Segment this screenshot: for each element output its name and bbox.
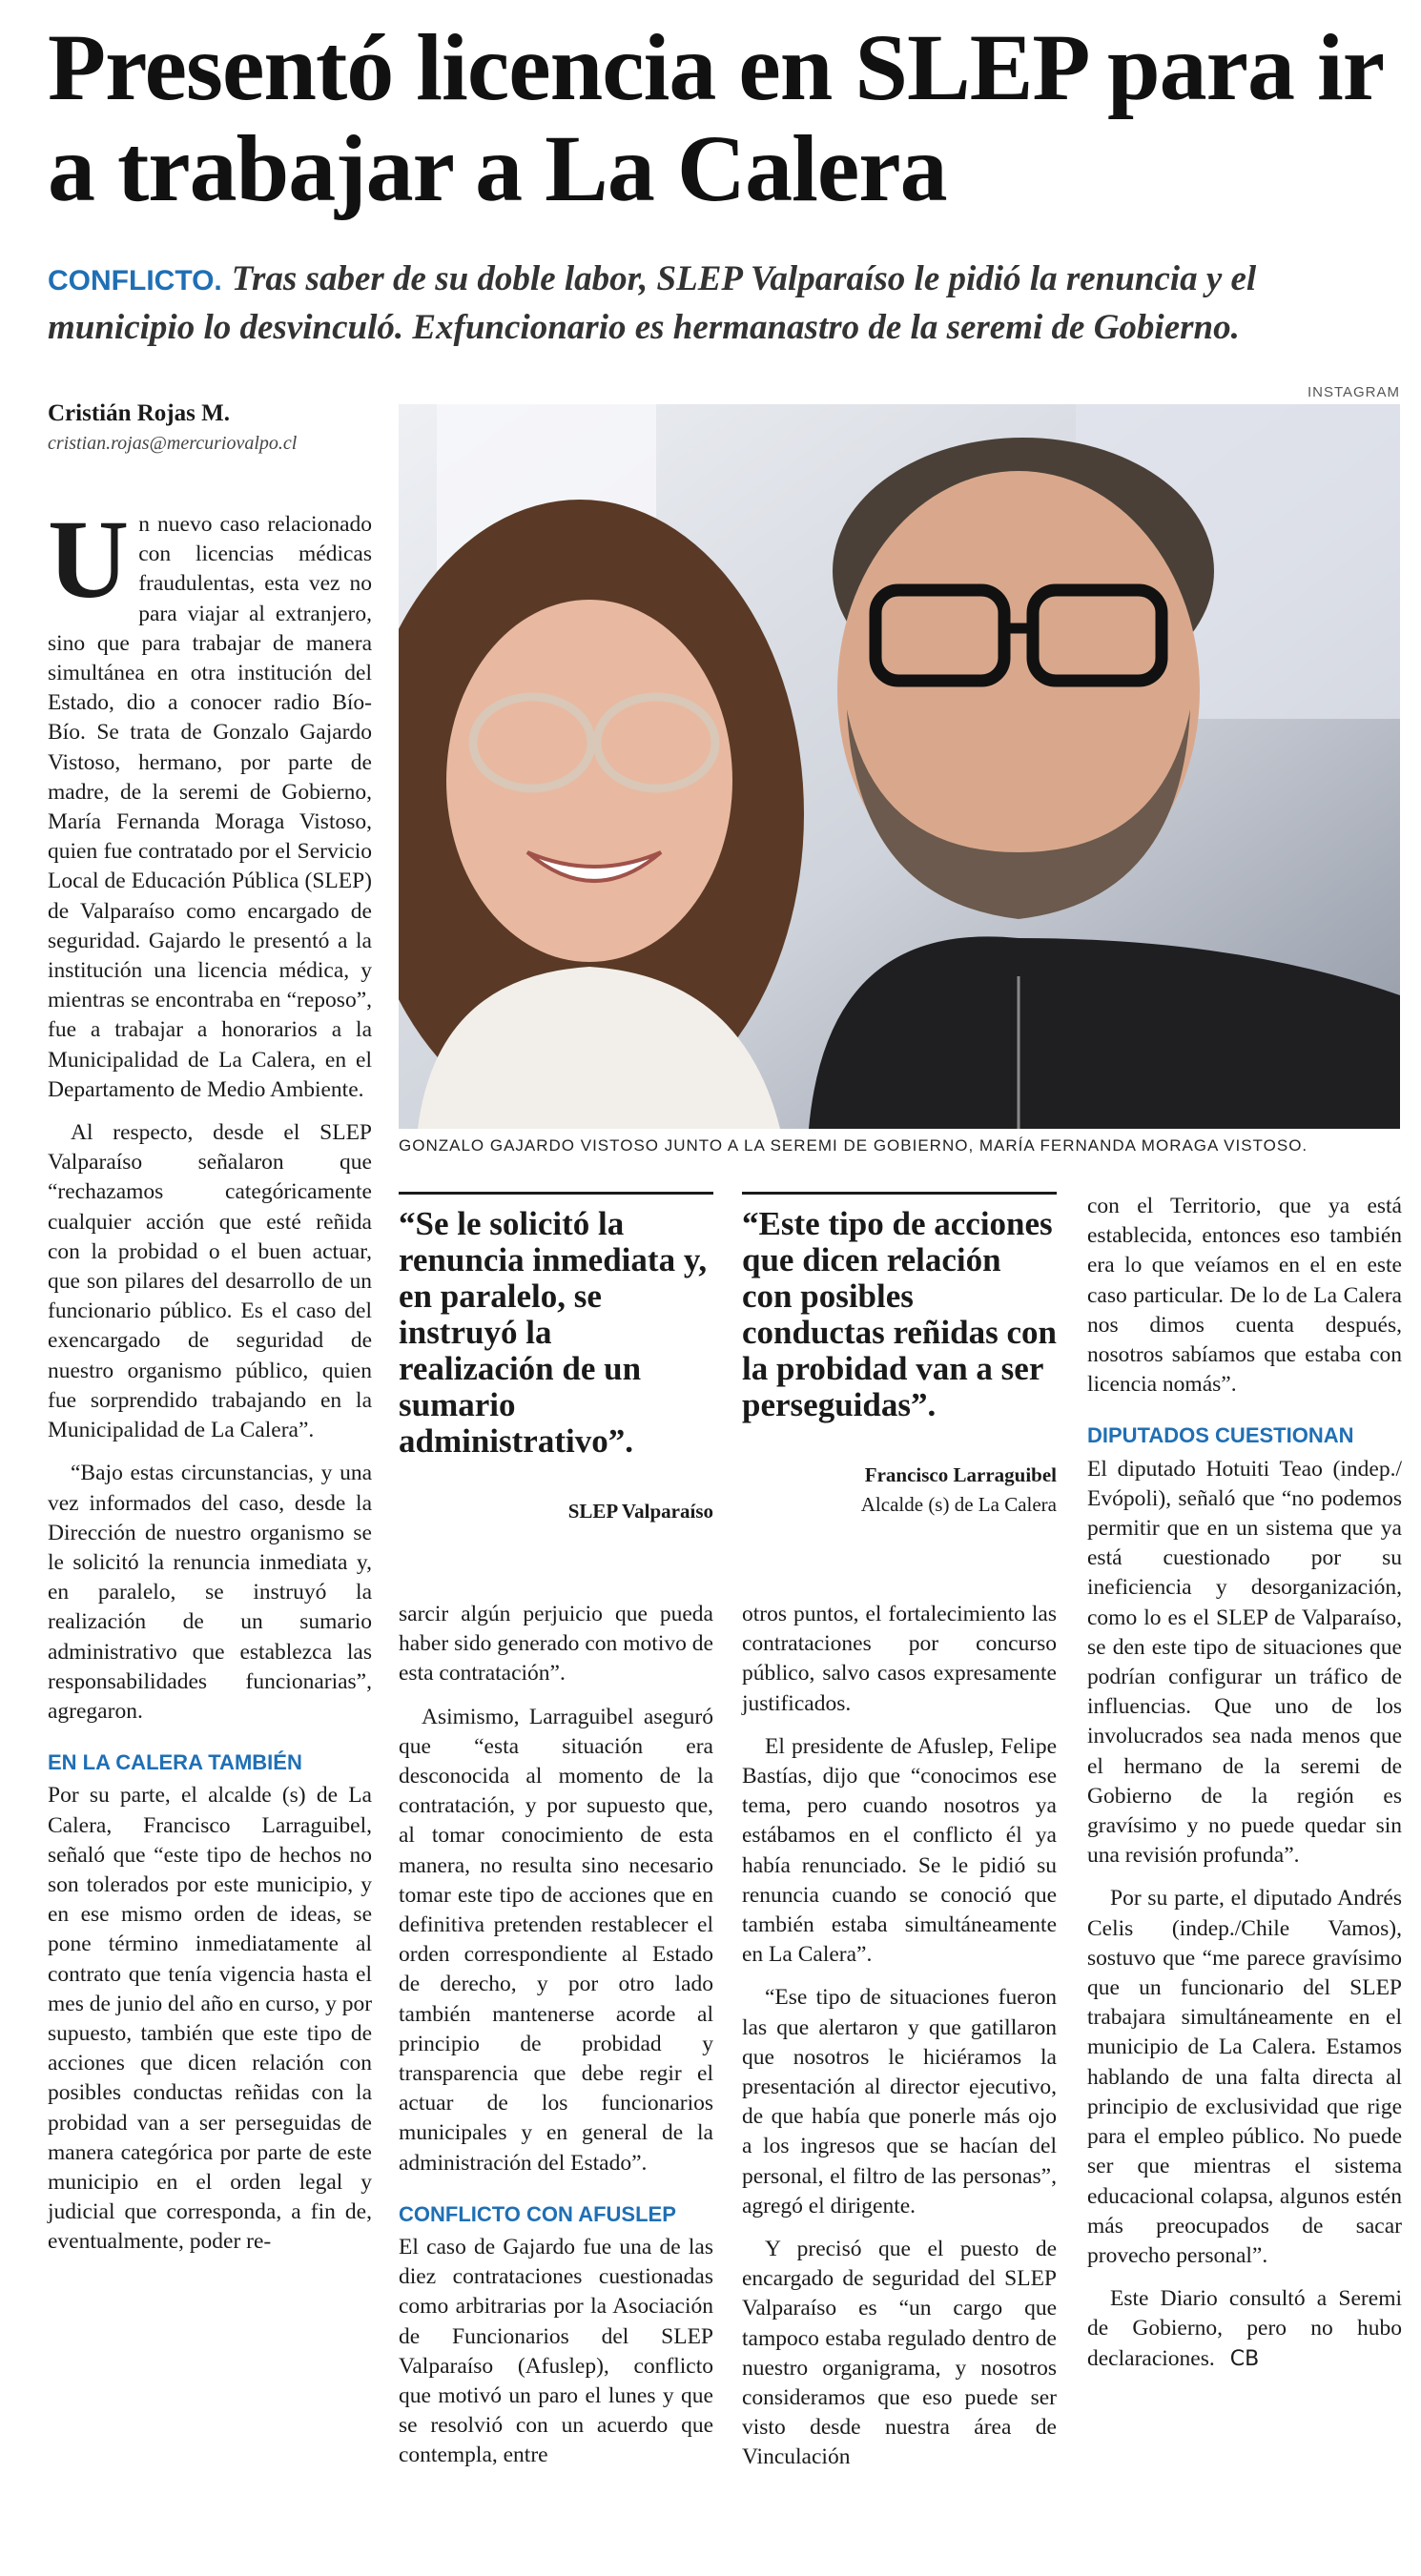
section-heading: DIPUTADOS CUESTIONAN xyxy=(1087,1423,1354,1448)
pull-quote-1 xyxy=(399,1192,713,1523)
article-column-4 xyxy=(1087,1192,1402,2387)
pull-quote-2 xyxy=(742,1192,1057,1517)
byline xyxy=(48,400,391,455)
quote-source: Francisco Larraguibel xyxy=(864,1463,1057,1486)
paragraph: Por su parte, el diputado Andrés Celis (indep./Chile Vamos), sostuvo que “me parece gravísimo que un funcionario del SLEP trabajara simultáneamente en el municipio de La Calera. Estamos hablando de una falta directa al principio de exclusividad que rige para el empleo público. No puede ser que mientras el sistema educacional colapsa, algunos estén más preocupados de sacar provecho personal”. xyxy=(1087,1886,1402,2268)
paragraph: con el Territorio, que ya está establecida, entonces eso también era lo que veíamos en el en este caso particular. De lo de La Calera nos dimos cuenta después, nosotros sabíamos que estaba con licencia nomás”. xyxy=(1087,1194,1402,1398)
article-photo xyxy=(399,404,1400,1129)
author-email: cristian.rojas@mercuriovalpo.cl xyxy=(48,433,298,454)
paragraph: otros puntos, el fortalecimiento las contrataciones por concurso público, salvo casos expresamente justificados. xyxy=(742,1602,1057,1716)
paragraph-text: n nuevo caso relacionado con licencias médicas fraudulentas, esta vez no para viajar al extranjero, sino que para trabajar de manera simultánea en otra institución del Estado, dio a conocer radio Bío-Bío. Se trata de Gonzalo Gajardo Vistoso, hermano, por parte de madre, de la seremi de Gobierno, María Fernanda Moraga Vistoso, quien fue contratado por el Servicio Local de Educación Pública (SLEP) de Valparaíso como encargado de seguridad. Gajardo le presentó a la institución una licencia médica, y mientras se encontraba en “reposo”, fue a trabajar a honorarios a la Municipalidad de La Calera, en el Departamento de Medio Ambiente. xyxy=(48,512,372,1102)
closing-paragraph xyxy=(1087,2284,1402,2374)
paragraph: “Ese tipo de situaciones fueron las que alertaron y que gatillaron que nosotros le hiciéramos la presentación al director ejecutivo, de que había que ponerle más ojo a los ingresos que se hacían del personal, el filtro de las personas”, agregó el dirigente. xyxy=(742,1985,1057,2218)
quote-source: SLEP Valparaíso xyxy=(567,1500,713,1523)
subheadline xyxy=(48,256,1392,351)
quote-text: “Este tipo de acciones que dicen relación con posibles conductas reñidas con la probidad van a ser perseguidas”. xyxy=(742,1192,1057,1423)
article-column-3 xyxy=(742,1600,1057,2486)
paragraph: El caso de Gajardo fue una de las diez contrataciones cuestionadas como arbitrarias por la Asociación de Funcionarios del SLEP Valparaíso (Afuslep), conflicto que motivó un paro el lunes y que se resolvió con un acuerdo que contempla, entre xyxy=(399,2235,713,2468)
article-column-1 xyxy=(48,497,373,2271)
paragraph: Al respecto, desde el SLEP Valparaíso señalaron que “rechazamos categóricamente cualquier acción que esté reñida con la probidad o el buen actuar, que son pilares del desarrollo de un funcionario público. Es el caso del exencargado de seguridad de nuestro organismo público, quien fue sorprendido trabajando en la Municipalidad de La Calera”. xyxy=(48,1120,372,1443)
paragraph: El presidente de Afuslep, Felipe Bastías, dijo que “conocimos ese tema, pero cuando nosotros ya estábamos en el conflicto él ya había renunciado. Se le pidió su renuncia cuando se conoció que también estaba simultáneamente en La Calera”. xyxy=(742,1733,1057,1968)
paragraph: Por su parte, el alcalde (s) de La Calera, Francisco Larraguibel, señaló que “este tipo de hechos no son tolerados por este municipio, y en ese mismo orden de ideas, se pone término inmediatamente al contrato que tenía vigencia hasta el mes de junio del año en curso, y por supuesto, también que este tipo de acciones que dicen relación con posibles conductas reñidas con la probidad van a ser perseguidas de manera categórica por parte de este municipio en el orden legal y judicial que corresponda, a fin de, eventualmente, poder re- xyxy=(48,1783,373,2255)
drop-cap: U xyxy=(48,497,130,622)
headline: Presentó licencia en SLEP para ir a trabajar a La Calera xyxy=(48,14,1383,221)
section-heading: EN LA CALERA TAMBIÉN xyxy=(48,1750,302,1775)
paragraph: Asimismo, Larraguibel aseguró que “esta situación era desconocida al momento de la contratación, y por supuesto que, al tomar conocimiento de esta manera, no resulta sino necesario tomar este tipo de acciones que en definitiva pretenden restablecer el orden correspondiente al Estado de derecho, y por otro lado también mantenerse acorde al principio de probidad y transparencia que debe regir el actuar de los funcionarios municipales y en general de la administración del Estado”. xyxy=(399,1704,713,2176)
photo-caption: GONZALO GAJARDO VISTOSO JUNTO A LA SEREMI DE GOBIERNO, MARÍA FERNANDA MORAGA VISTOSO. xyxy=(399,1136,1308,1155)
author-name: Cristián Rojas M. xyxy=(48,400,230,426)
quote-text: “Se le solicitó la renuncia inmediata y, en paralelo, se instruyó la realización de un sumario administrativo”. xyxy=(399,1192,713,1460)
article-column-2 xyxy=(399,1600,713,2484)
end-mark: CB xyxy=(1229,2346,1260,2371)
selfie-illustration xyxy=(399,404,1400,1129)
section-heading: CONFLICTO CON AFUSLEP xyxy=(399,2201,676,2226)
subhead-text: Tras saber de su doble labor, SLEP Valparaíso le pidió la renuncia y el municipio lo desvinculó. Exfuncionario es hermanastro de la seremi de Gobierno. xyxy=(48,259,1257,347)
paragraph: Y precisó que el puesto de encargado de seguridad del SLEP Valparaíso es “un cargo que tampoco estaba regulado dentro de nuestro organigrama, y nosotros consideramos que eso puede ser visto desde nuestra área de Vinculación xyxy=(742,2237,1057,2470)
paragraph-text: Este Diario consultó a Seremi de Gobierno, pero no hubo declaraciones. xyxy=(1087,2286,1402,2371)
kicker: CONFLICTO. xyxy=(48,265,222,296)
quote-source-role: Alcalde (s) de La Calera xyxy=(860,1493,1057,1516)
photo-credit: INSTAGRAM xyxy=(1307,384,1400,400)
paragraph: El diputado Hotuiti Teao (indep./ Evópoli), señaló que “no podemos permitir que en un sistema que ya está cuestionado por su ineficiencia y desorganización, como lo es el SLEP de Valparaíso, se den este tipo de situaciones que podrían configurar un tráfico de influencias. Que uno de los involucrados sea nada menos que el hermano de la seremi de Gobierno de la región es gravísimo y no puede quedar sin una revisión profunda”. xyxy=(1087,1456,1402,1869)
lead-paragraph xyxy=(48,497,372,1105)
paragraph: sarcir algún perjuicio que pueda haber sido generado con motivo de esta contratación”. xyxy=(399,1602,713,1687)
paragraph: “Bajo estas circunstancias, y una vez informados del caso, desde la Dirección de nuestro organismo se le solicitó la renuncia inmediata y, en paralelo, se instruyó la realización de un sumario administrativo que establezca las responsabilidades funcionarias”, agregaron. xyxy=(48,1461,372,1724)
